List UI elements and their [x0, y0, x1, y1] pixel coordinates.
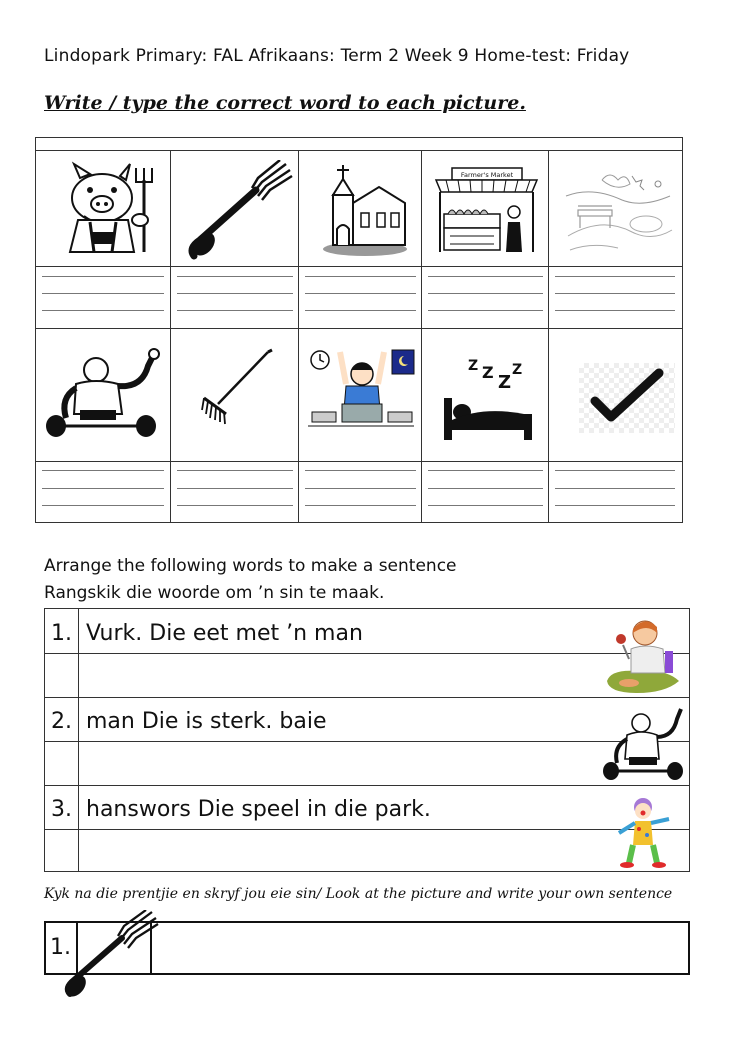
- instruction-heading: Write / type the correct word to each picture.: [44, 92, 526, 114]
- working-man-picture: [306, 348, 416, 438]
- arrange-item-number: 2.: [51, 709, 72, 734]
- svg-text:Z: Z: [498, 372, 512, 393]
- svg-text:Z: Z: [482, 363, 494, 382]
- fork-picture: [186, 160, 296, 260]
- svg-text:Z: Z: [512, 362, 523, 378]
- svg-text:Z: Z: [468, 358, 479, 374]
- arrange-item-number: 3.: [51, 797, 72, 822]
- park-picture: [562, 166, 674, 256]
- arrange-item-text: Vurk. Die eet met ’n man: [86, 621, 363, 646]
- own-sentence-heading: Kyk na die prentjie en skryf jou eie sin/ Look at the picture and write your own sentence: [44, 886, 673, 902]
- man-eating-picture: [601, 615, 687, 695]
- fork-small-picture: [60, 910, 164, 1002]
- clown-picture: [613, 791, 679, 871]
- arrange-heading-en: Arrange the following words to make a sentence: [44, 556, 457, 576]
- check-mark-icon: [579, 363, 675, 433]
- sleeping-picture: [442, 348, 537, 443]
- church-picture: [321, 163, 409, 258]
- arrange-item-text: man Die is sterk. baie: [86, 709, 327, 734]
- check-mark-picture: [579, 363, 675, 433]
- arrange-item-text: hanswors Die speel in die park.: [86, 797, 431, 822]
- arrange-heading-af: Rangskik die woorde om ’n sin te maak.: [44, 583, 385, 603]
- pig-farmer-picture: [50, 160, 165, 260]
- arrange-table: [44, 608, 690, 872]
- own-sentence-number: 1.: [50, 935, 71, 960]
- strong-man-small-picture: [601, 705, 687, 783]
- market-sign-text: Farmer's Market: [460, 171, 514, 179]
- strong-man-picture: [46, 348, 166, 440]
- picture-grid: [35, 137, 683, 523]
- rake-picture: [196, 348, 276, 428]
- arrange-item-number: 1.: [51, 621, 72, 646]
- farmers-market-picture: [434, 166, 539, 256]
- page-title: Lindopark Primary: FAL Afrikaans: Term 2 Week 9 Home-test: Friday: [44, 46, 630, 66]
